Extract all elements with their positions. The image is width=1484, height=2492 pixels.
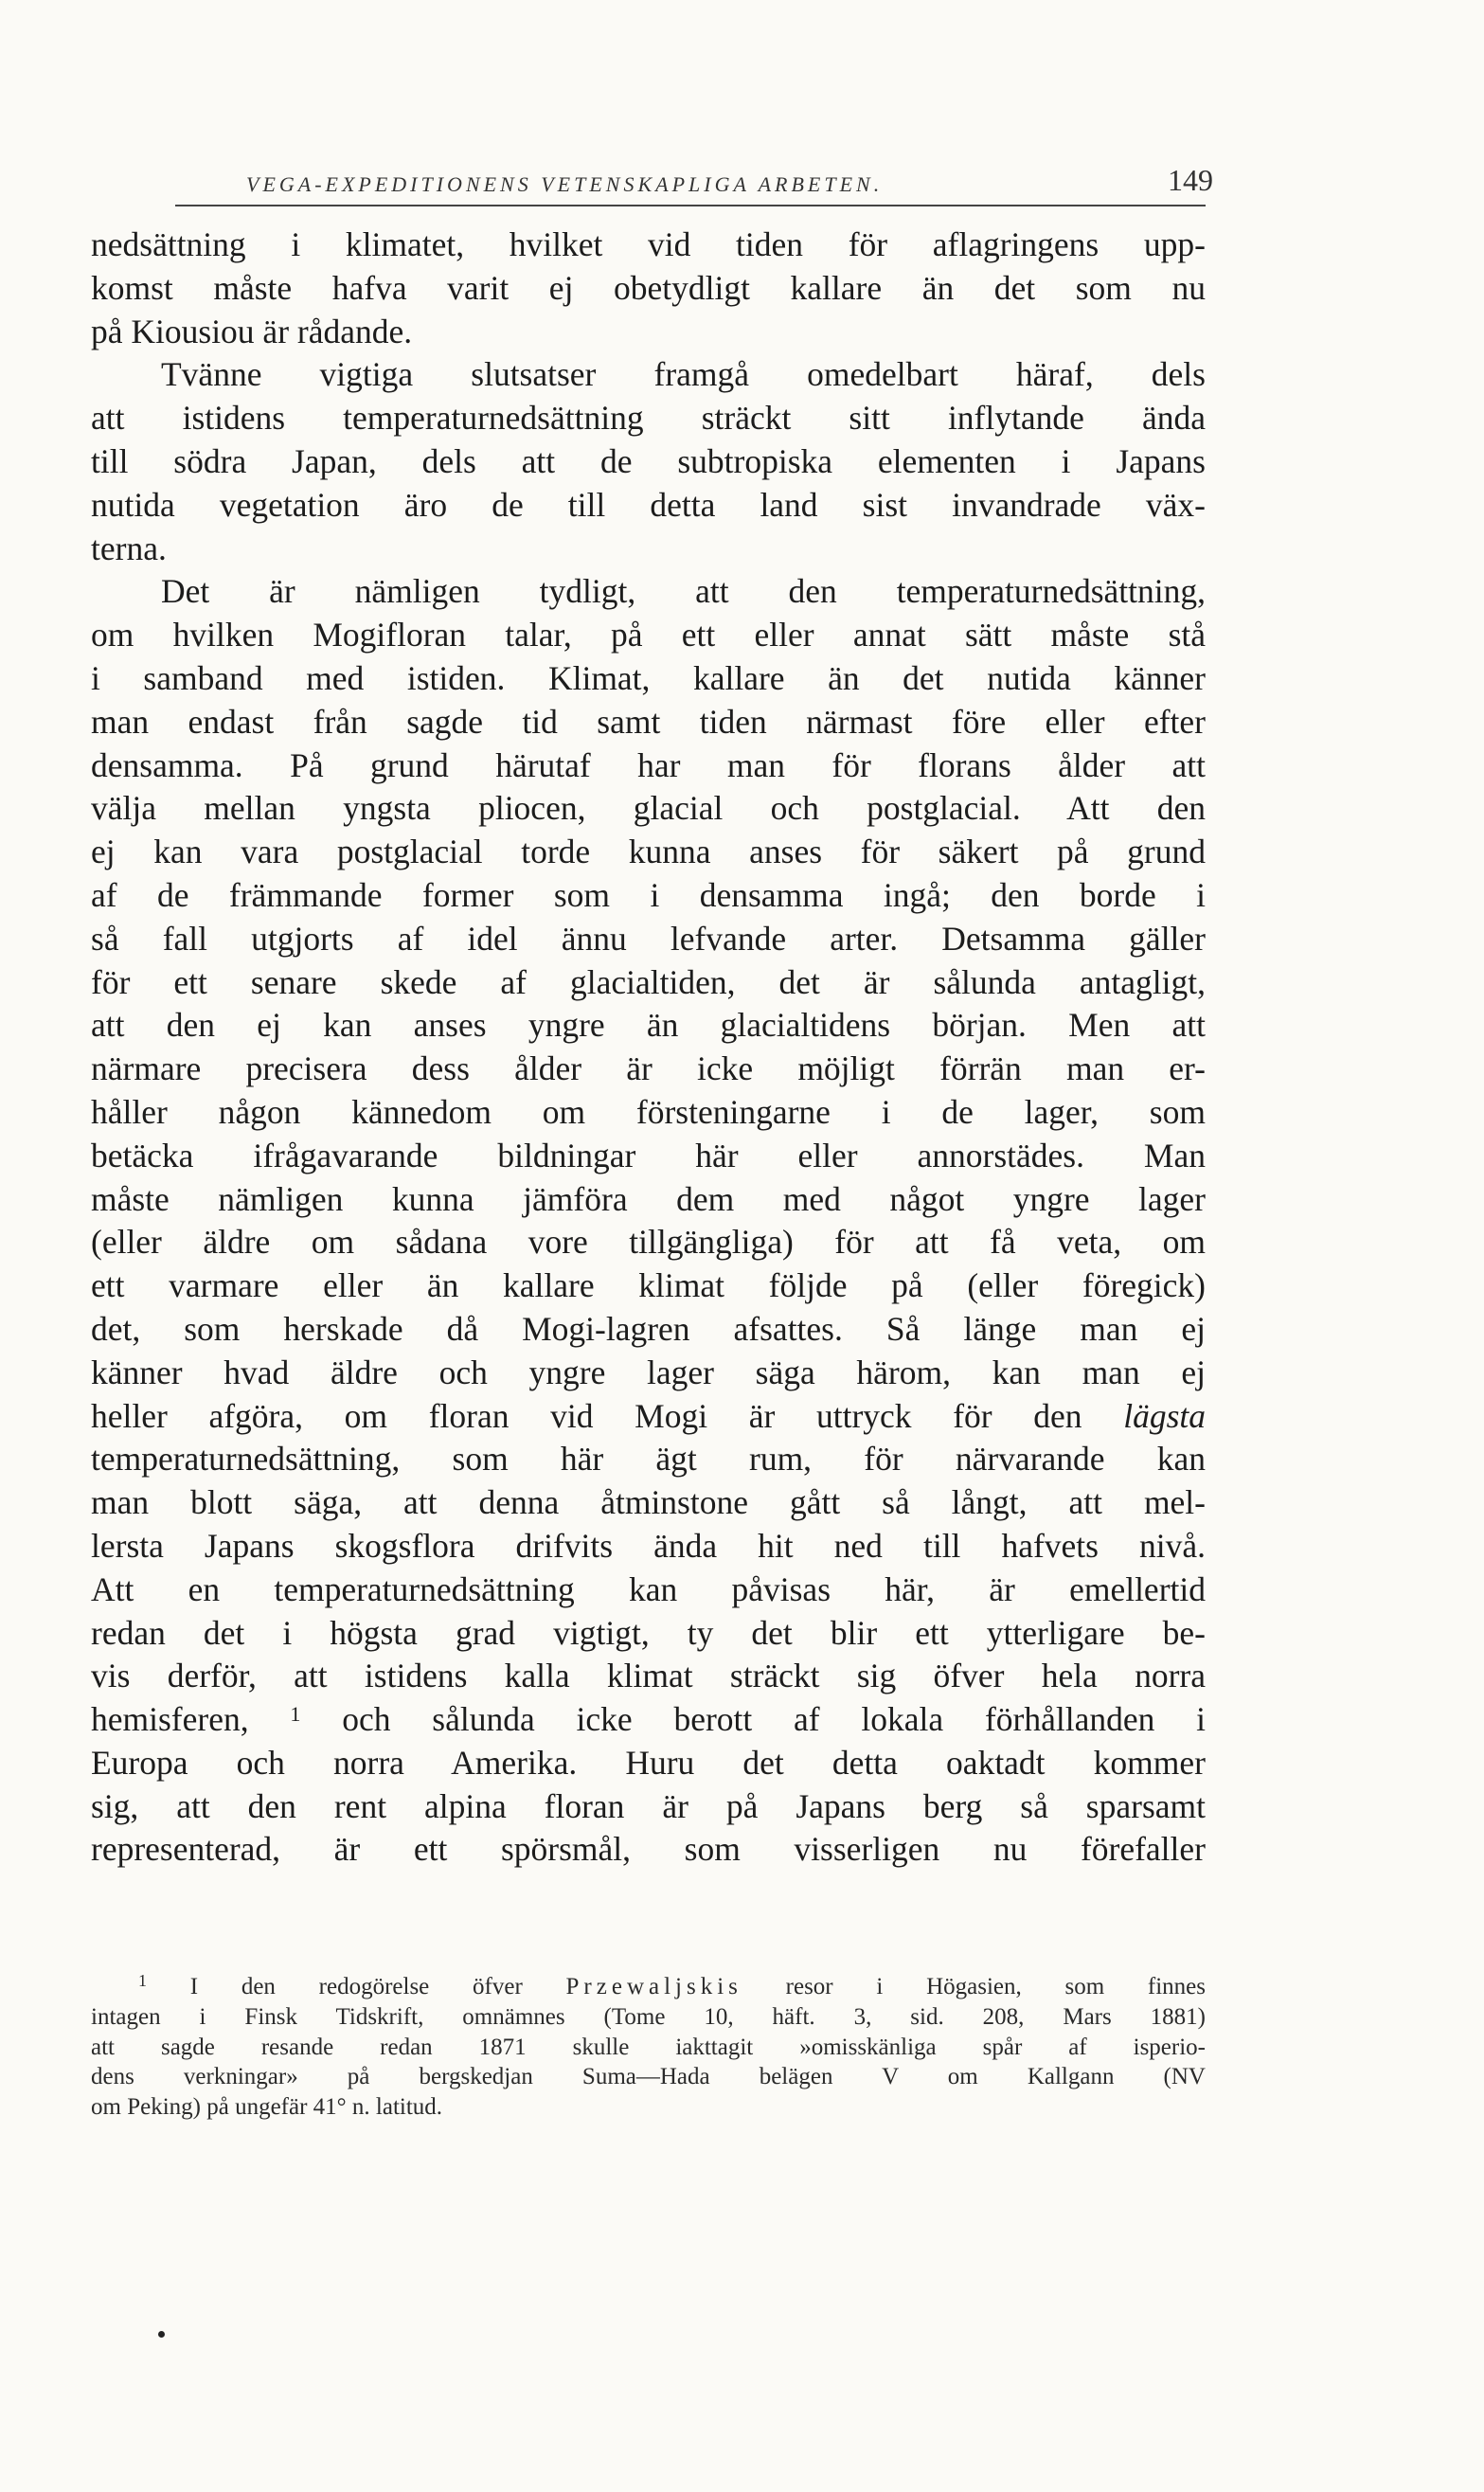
running-title: VEGA-EXPEDITIONENS VETENSKAPLIGA ARBETEN.: [246, 172, 884, 196]
footnote-reference[interactable]: 1: [290, 1702, 301, 1727]
text-line: nedsättning i klimatet, hvilket vid tiden för aflagringens upp-: [91, 225, 1206, 263]
ink-speck: [158, 2331, 165, 2338]
footnote-segment: resor i Högasien, som finnes: [785, 1974, 1206, 1999]
text-line: Europa och norra Amerika. Huru det detta oaktadt kommer: [91, 1743, 1206, 1782]
text-line: ej kan vara postglacial torde kunna anses för säkert på grund: [91, 833, 1206, 871]
text-line: man blott säga, att denna åtminstone gått så långt, att mel-: [91, 1483, 1206, 1522]
text-line: Tvänne vigtiga slutsatser framgå omedelbart häraf, dels: [161, 355, 1206, 394]
text-line: det, som herskade då Mogi-lagren afsattes. Så länge man ej: [91, 1309, 1206, 1348]
text-line: densamma. På grund härutaf har man för florans ålder att: [91, 745, 1206, 784]
text-segment: heller afgöra, om floran vid Mogi är uttryck för den: [91, 1396, 1082, 1435]
text-line: representerad, är ett spörsmål, som visserligen nu förefaller: [91, 1830, 1206, 1869]
footnote-person-name: Przewaljskis: [565, 1974, 742, 1999]
text-line: till södra Japan, dels att de subtropiska elementen i Japans: [91, 441, 1206, 480]
text-line: välja mellan yngsta pliocen, glacial och postglacial. Att den: [91, 789, 1206, 828]
footnote-line: dens verkningar» på bergskedjan Suma—Hada belägen V om Kallgann (NV: [91, 2064, 1206, 2090]
text-line: nutida vegetation äro de till detta land sist invandrade väx-: [91, 485, 1206, 524]
italic-word: lägsta: [1123, 1396, 1206, 1435]
text-line: på Kiousiou är rådande.: [91, 312, 413, 350]
text-line: sig, att den rent alpina floran är på Japans berg så sparsamt: [91, 1786, 1206, 1825]
text-line: måste nämligen kunna jämföra dem med något yngre lager: [91, 1179, 1206, 1218]
text-line: ett varmare eller än kallare klimat följde på (eller föregick): [91, 1266, 1206, 1305]
text-line: att den ej kan anses yngre än glacialtidens början. Men att: [91, 1006, 1206, 1045]
text-line-with-footnote-ref: [91, 1698, 1206, 1742]
text-line: Att en temperaturnedsättning kan påvisas här, är emellertid: [91, 1569, 1206, 1608]
text-line: känner hvad äldre och yngre lager säga härom, kan man ej: [91, 1353, 1206, 1391]
text-line: om hvilken Mogifloran talar, på ett eller annat sätt måste stå: [91, 616, 1206, 654]
text-line: för ett senare skede af glacialtiden, det är sålunda antagligt,: [91, 962, 1206, 1001]
text-line: i samband med istiden. Klimat, kallare än det nutida känner: [91, 658, 1206, 697]
text-line: af de främmande former som i densamma ingå; den borde i: [91, 875, 1206, 914]
text-line: håller någon kännedom om försteningarne i de lager, som: [91, 1092, 1206, 1131]
page-number: 149: [1168, 163, 1213, 197]
footnote-line: [91, 1972, 1206, 2002]
text-line: Det är nämligen tydligt, att den temperaturnedsättning,: [161, 572, 1206, 611]
text-segment: och sålunda icke berott af lokala förhållanden i: [342, 1700, 1206, 1739]
footnote-line: att sagde resande redan 1871 skulle iakttagit »omisskänliga spår af isperio-: [91, 2034, 1206, 2060]
text-line: betäcka ifrågavarande bildningar här eller annorstädes. Man: [91, 1136, 1206, 1174]
text-line: närmare precisera dess ålder är icke möjligt förrän man er-: [91, 1049, 1206, 1088]
text-line: så fall utgjorts af idel ännu lefvande arter. Detsamma gäller: [91, 919, 1206, 958]
footnote-marker: 1: [138, 1972, 147, 1990]
footnote-line: intagen i Finsk Tidskrift, omnämnes (Tome 10, häft. 3, sid. 208, Mars 1881): [91, 2003, 1206, 2030]
text-line-with-italic: [91, 1395, 1206, 1439]
text-line: terna.: [91, 529, 167, 567]
text-line: lersta Japans skogsflora drifvits ända hit ned till hafvets nivå.: [91, 1526, 1206, 1565]
footnote: [91, 1972, 1206, 2123]
text-line: redan det i högsta grad vigtigt, ty det blir ett ytterligare be-: [91, 1613, 1206, 1652]
header-rule: [175, 205, 1206, 206]
body-text: [91, 224, 1206, 1872]
text-segment: hemisferen,: [91, 1700, 249, 1739]
text-line: temperaturnedsättning, som här ägt rum, för närvarande kan: [91, 1440, 1206, 1479]
text-line: att istidens temperaturnedsättning sträckt sitt inflytande ända: [91, 399, 1206, 438]
text-line: man endast från sagde tid samt tiden närmast före eller efter: [91, 702, 1206, 741]
text-line: komst måste hafva varit ej obetydligt kallare än det som nu: [91, 268, 1206, 307]
text-line: (eller äldre om sådana vore tillgängliga) för att få veta, om: [91, 1223, 1206, 1262]
text-line: vis derför, att istidens kalla klimat sträckt sig öfver hela norra: [91, 1657, 1206, 1695]
footnote-segment: I den redogörelse öfver: [189, 1974, 523, 1999]
footnote-line: om Peking) på ungefär 41° n. latitud.: [91, 2094, 443, 2121]
